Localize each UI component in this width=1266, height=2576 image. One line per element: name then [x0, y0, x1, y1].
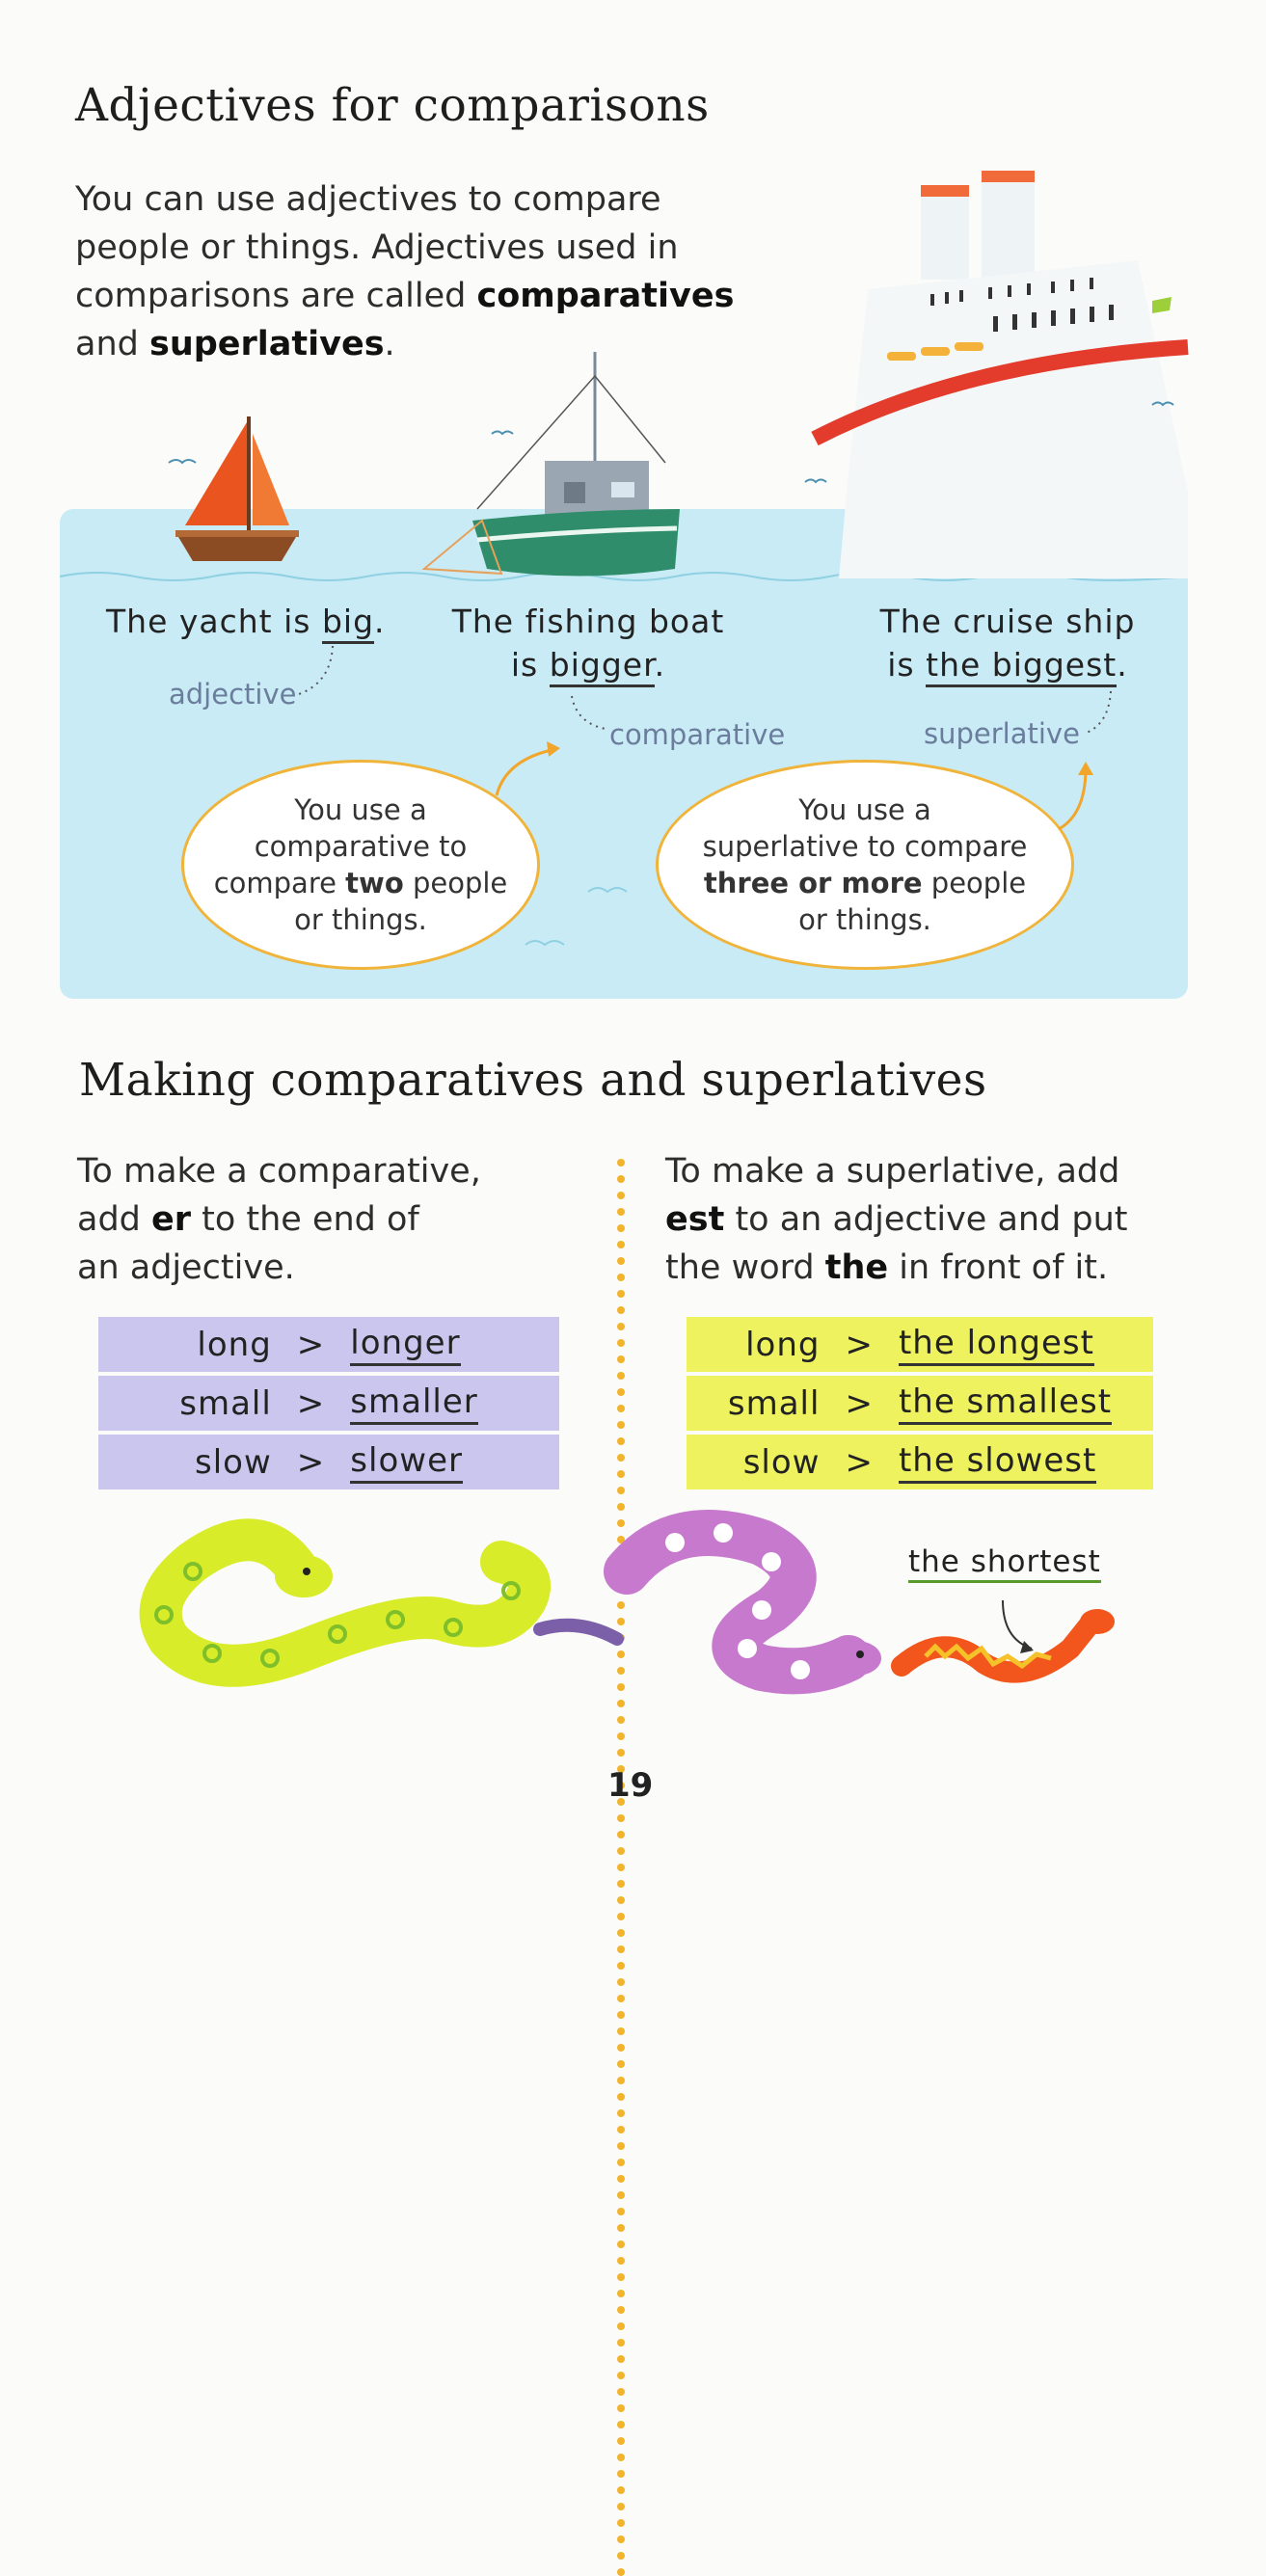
greater-than-symbol: > [845, 1442, 874, 1482]
arrow-to-comparative [487, 738, 564, 805]
cruise-line-2 [868, 646, 1147, 684]
bubble-comparative-pre: compare [213, 867, 346, 899]
yacht-icon [175, 416, 299, 561]
comp-base: small [179, 1383, 272, 1423]
greater-than-symbol: > [296, 1383, 326, 1423]
comp-result: slower [350, 1441, 463, 1484]
cruise-ship-icon [815, 171, 1188, 578]
greater-than-symbol: > [296, 1325, 326, 1364]
table-row [687, 1376, 1153, 1431]
sup-base: long [745, 1325, 821, 1364]
yacht-sentence-text: The yacht is [106, 603, 322, 640]
wave-marks [521, 877, 656, 954]
comparative-instr-line-3: an adjective. [77, 1248, 295, 1287]
suffix-er: er [151, 1200, 192, 1239]
pointer-dots-adjective [294, 644, 342, 702]
sup-result: the slowest [899, 1441, 1096, 1484]
bubble-superlative-post: people [922, 867, 1027, 899]
page-number: 19 [607, 1766, 654, 1805]
sup-instr-post: to an adjective and put [724, 1200, 1128, 1239]
cruise-period: . [1117, 646, 1128, 684]
table-row [687, 1435, 1153, 1489]
term-comparatives: comparatives [476, 277, 735, 315]
word-the: the [824, 1248, 889, 1287]
comparative-instr-line-2 [77, 1195, 598, 1244]
section2-title: Making comparatives and superlatives [79, 1054, 987, 1107]
yacht-adjective: big [322, 603, 374, 644]
superlative-instr-line-1: To make a superlative, add [665, 1152, 1120, 1191]
bubble-superlative-line-4: or things. [798, 903, 931, 936]
sup-instr-post-2: in front of it. [888, 1248, 1109, 1287]
shortest-snake-label [908, 1544, 1101, 1579]
bubble-superlative-line-2: superlative to compare [702, 830, 1028, 863]
intro-line-3-text: comparisons are called [75, 277, 467, 315]
table-row [98, 1435, 559, 1489]
pointer-dots-superlative [1082, 689, 1120, 742]
superlative-instr-line-3 [665, 1244, 1186, 1292]
comp-instr-pre: add [77, 1200, 152, 1239]
long-snake-icon [156, 1540, 617, 1666]
bubble-superlative-three-or-more: three or more [703, 867, 923, 899]
fishing-boat-icon [424, 352, 680, 577]
superlative-instr-line-2 [665, 1195, 1186, 1244]
fishing-before: is [510, 646, 550, 684]
snakes-illustration [0, 1504, 1266, 1697]
bubble-superlative-line-1: You use a [798, 793, 931, 826]
yacht-period: . [374, 603, 386, 640]
bubble-comparative-line-3 [214, 865, 508, 901]
sup-instr-pre: the word [665, 1248, 825, 1287]
sup-base: small [727, 1383, 821, 1423]
fishing-line-1: The fishing boat [451, 603, 725, 640]
cruise-line-1: The cruise ship [879, 603, 1136, 640]
fishing-line-2 [444, 646, 733, 684]
intro-line-2: people or things. Adjectives used in [75, 228, 679, 267]
comparative-instructions [77, 1147, 598, 1292]
suffix-est: est [665, 1200, 725, 1239]
comp-result: longer [350, 1324, 460, 1366]
bubble-comparative-line-4: or things. [294, 903, 427, 936]
comp-result: smaller [350, 1382, 477, 1425]
bubble-comparative-line-2: comparative to [254, 830, 468, 863]
fishing-sentence [444, 603, 733, 684]
label-comparative: comparative [609, 718, 786, 751]
intro-line-1: You can use adjectives to compare [75, 180, 661, 219]
label-superlative: superlative [924, 717, 1080, 750]
table-row [687, 1317, 1153, 1372]
pointer-dots-comparative [567, 694, 610, 738]
shortest-label-text: the shortest [908, 1544, 1101, 1583]
cruise-superlative: the biggest [926, 646, 1117, 687]
comp-base: long [197, 1325, 272, 1364]
bubble-comparative-post: people [403, 867, 508, 899]
comparative-table [98, 1317, 559, 1489]
sup-result: the longest [899, 1324, 1094, 1366]
greater-than-symbol: > [845, 1325, 874, 1364]
bubble-comparative-line-1: You use a [294, 793, 427, 826]
greater-than-symbol: > [296, 1442, 326, 1482]
comp-instr-post: to the end of [191, 1200, 419, 1239]
cruise-before: is [887, 646, 927, 684]
label-adjective: adjective [169, 678, 297, 711]
superlative-instructions [665, 1147, 1186, 1292]
table-row [98, 1376, 559, 1431]
fishing-period: . [654, 646, 666, 684]
sup-result: the smallest [899, 1382, 1112, 1425]
cruise-sentence [868, 603, 1147, 684]
bubble-superlative [656, 760, 1074, 970]
yacht-sentence [106, 603, 386, 640]
arrow-to-superlative [1051, 762, 1099, 839]
section1-title: Adjectives for comparisons [75, 79, 710, 132]
comparative-instr-line-1: To make a comparative, [77, 1152, 481, 1191]
bubble-comparative-two: two [345, 867, 404, 899]
medium-snake-icon [627, 1523, 881, 1679]
table-row [98, 1317, 559, 1372]
boats-illustration [0, 145, 1266, 607]
short-snake-icon [902, 1609, 1115, 1673]
column-divider-dots [617, 1159, 625, 2576]
sup-base: slow [742, 1442, 821, 1482]
comp-base: slow [195, 1442, 272, 1482]
intro-period: . [384, 325, 395, 363]
term-superlatives: superlatives [149, 325, 385, 363]
bubble-superlative-line-3 [703, 865, 1028, 901]
greater-than-symbol: > [845, 1383, 874, 1423]
fishing-comparative: bigger [550, 646, 655, 687]
intro-line-4-text: and [75, 325, 139, 363]
superlative-table [687, 1317, 1153, 1489]
